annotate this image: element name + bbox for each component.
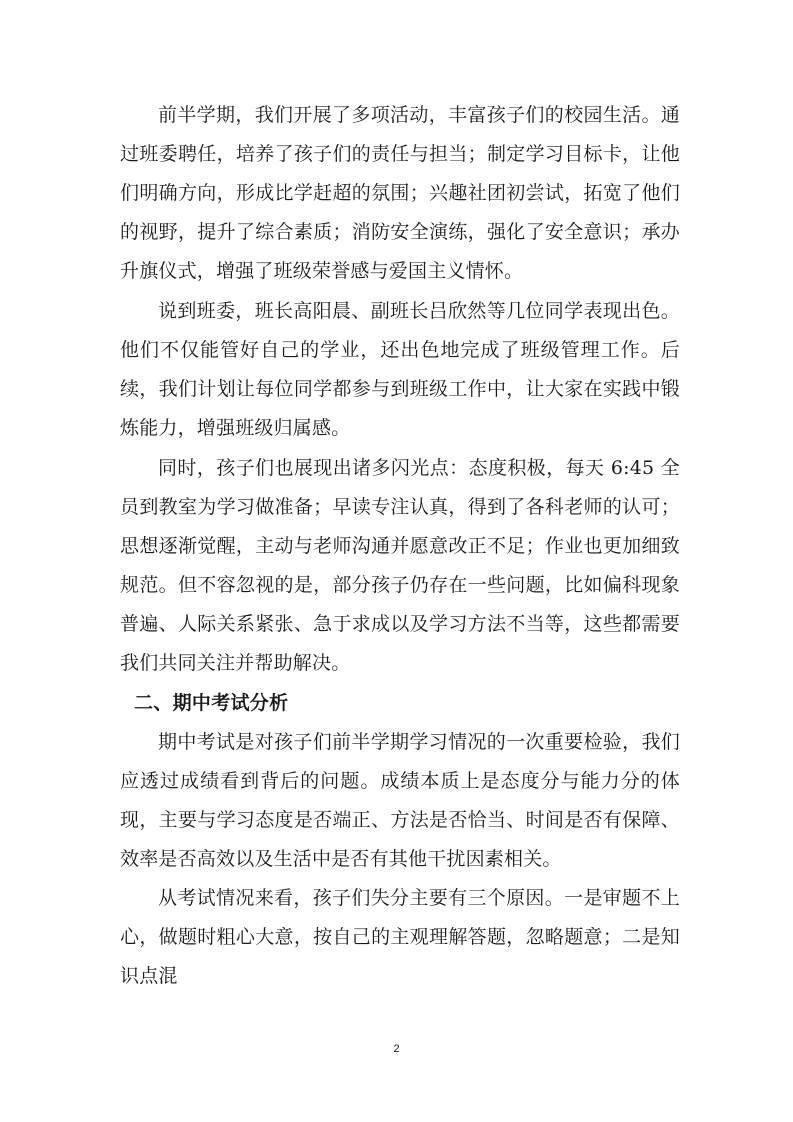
paragraph-class-committee: 说到班委，班长高阳晨、副班长吕欣然等几位同学表现出色。他们不仅能管好自己的学业，还出色地完成了班级管理工作。后续，我们计划让每位同学都参与到班级工作中，让大家在实践中锻炼能力，增强班级归属感。 (120, 300, 680, 439)
page-number: 2 (393, 1043, 400, 1055)
paragraph-highlights-and-problems: 同时，孩子们也展现出诸多闪光点：态度积极，每天 6:45 全员到教室为学习做准备；早读专注认真，得到了各科老师的认可；思想逐渐觉醒，主动与老师沟通并愿意改正不足；作业也更加细致规范。但不容忽视的是，部分孩子仍存在一些问题，比如偏科现象普遍、人际关系紧张、急于求成以及学习方法不当等，这些都需要我们共同关注并帮助解决。 (120, 457, 680, 674)
paragraph-score-loss-reasons: 从考试情况来看，孩子们失分主要有三个原因。一是审题不上心，做题时粗心大意，按自己的主观理解答题，忽略题意；二是知识点混 (120, 887, 680, 987)
document-body (120, 96, 680, 996)
section-heading-midterm-analysis: 二、期中考试分析 (134, 692, 289, 714)
paragraph-activities: 前半学期，我们开展了多项活动，丰富孩子们的校园生活。通过班委聘任，培养了孩子们的责任与担当；制定学习目标卡，让他们明确方向，形成比学赶超的氛围；兴趣社团初尝试，拓宽了他们的视野，提升了综合素质；消防安全演练，强化了安全意识；承办升旗仪式，增强了班级荣誉感与爱国主义情怀。 (120, 104, 680, 282)
paragraph-midterm-purpose: 期中考试是对孩子们前半学期学习情况的一次重要检验，我们应透过成绩看到背后的问题。成绩本质上是态度分与能力分的体现，主要与学习态度是否端正、方法是否恰当、时间是否有保障、效率是否高效以及生活中是否有其他干扰因素相关。 (120, 731, 680, 870)
